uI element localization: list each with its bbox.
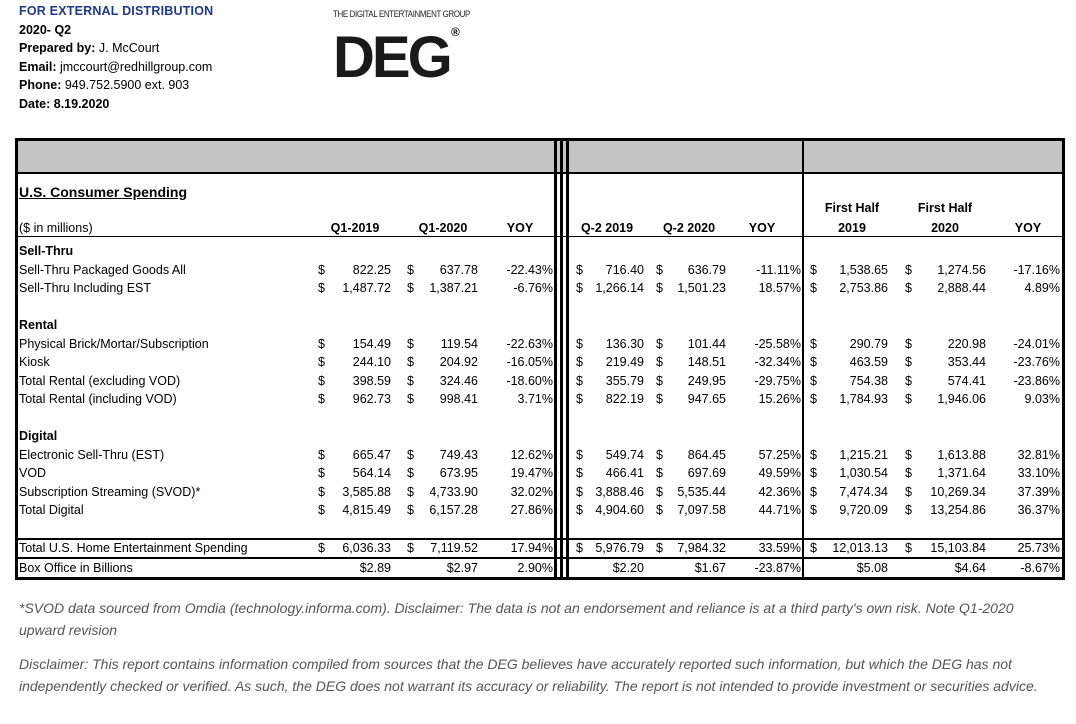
column-header-q1_2020: Q1-2020 <box>418 221 468 235</box>
dollar-sign: $ <box>407 336 414 351</box>
dollar-sign: $ <box>407 373 414 388</box>
date-label: Date: <box>19 96 51 111</box>
table-cell: 15,103.84 <box>930 541 986 555</box>
table-cell: 1,387.21 <box>429 281 478 295</box>
table-cell: 101.44 <box>687 336 726 351</box>
table-cell: 1,501.23 <box>677 281 726 295</box>
dollar-sign: $ <box>810 484 817 499</box>
prepared-value: J. McCourt <box>95 41 160 55</box>
table-cell: 1,487.72 <box>342 281 391 295</box>
table-cell: 754.38 <box>849 373 888 388</box>
row-label: Sell-Thru Packaged Goods All <box>19 262 186 277</box>
table-cell: 4,904.60 <box>595 503 644 517</box>
dollar-sign: $ <box>905 336 912 351</box>
dollar-sign: $ <box>318 281 325 295</box>
table-cell: 19.47% <box>510 466 553 480</box>
dollar-sign: $ <box>905 392 912 406</box>
table-cell: 947.65 <box>687 392 726 406</box>
table-cell: 7,984.32 <box>677 541 726 555</box>
table-cell: 5,535.44 <box>677 484 726 499</box>
dollar-sign: $ <box>576 484 583 499</box>
dollar-sign: $ <box>318 466 325 480</box>
table-cell: 574.41 <box>947 373 986 388</box>
table-cell: 1,613.88 <box>937 447 986 462</box>
column-header-q2_2020: Q-2 2020 <box>662 221 716 235</box>
table-cell: 2,753.86 <box>839 281 888 295</box>
row-label: Electronic Sell-Thru (EST) <box>19 447 165 462</box>
dollar-sign: $ <box>407 262 414 277</box>
dollar-sign: $ <box>318 355 325 369</box>
table-cell: 324.46 <box>439 373 478 388</box>
distribution-label: FOR EXTERNAL DISTRIBUTION <box>19 4 214 18</box>
row-label: Total Digital <box>19 503 84 517</box>
table-cell: 697.69 <box>687 466 726 480</box>
dollar-sign: $ <box>407 466 414 480</box>
column-header-h1_2020: 2020 <box>931 221 959 235</box>
dollar-sign: $ <box>656 262 663 277</box>
dollar-sign: $ <box>318 484 325 499</box>
table-cell: -22.63% <box>506 336 553 351</box>
table-cell: 998.41 <box>439 392 478 406</box>
phone-label: Phone: <box>19 78 62 92</box>
table-cell: 4.89% <box>1024 281 1060 295</box>
dollar-sign: $ <box>656 541 663 555</box>
table-cell: $5.08 <box>856 561 888 575</box>
dollar-sign: $ <box>318 373 325 388</box>
dollar-sign: $ <box>656 503 663 517</box>
dollar-sign: $ <box>905 281 912 295</box>
svod-footnote: *SVOD data sourced from Omdia (technology.informa.com). Disclaimer: The data is not an endorsement and reliance is at a third party's own risk. Note Q1-2020 upward revision <box>19 600 1014 638</box>
table-cell: 665.47 <box>352 447 391 462</box>
table-cell: 244.10 <box>352 355 391 369</box>
units-label: ($ in millions) <box>19 221 93 235</box>
table-cell: 27.86% <box>510 503 553 517</box>
table-cell: 466.41 <box>605 466 644 480</box>
row-label: Total Rental (including VOD) <box>19 392 177 406</box>
row-divider <box>15 577 1065 580</box>
table-cell: 18.57% <box>758 281 801 295</box>
table-cell: 15.26% <box>758 392 801 406</box>
dollar-sign: $ <box>810 336 817 351</box>
column-header-h1_2019: 2019 <box>838 221 866 235</box>
table-cell: 1,215.21 <box>839 447 888 462</box>
dollar-sign: $ <box>576 392 583 406</box>
dollar-sign: $ <box>656 336 663 351</box>
table-cell: 42.36% <box>758 484 801 499</box>
table-cell: 1,266.14 <box>595 281 644 295</box>
table-cell: 637.78 <box>439 262 478 277</box>
table-cell: 119.54 <box>440 336 478 351</box>
table-cell: 549.74 <box>605 447 644 462</box>
dollar-sign: $ <box>407 355 414 369</box>
row-divider <box>15 172 1065 174</box>
dollar-sign: $ <box>810 541 817 555</box>
table-title: U.S. Consumer Spending <box>19 184 188 200</box>
table-cell: $2.20 <box>612 561 644 575</box>
table-cell: 37.39% <box>1017 484 1060 499</box>
disclaimer: Disclaimer: This report contains information compiled from sources that the DEG believes have accurately reported such information, but which the DEG has not independently checked or verified. As such, the DEG does not warrant its accuracy or reliability. The report is not intended to provide investment or securities advice. <box>19 656 1038 694</box>
table-cell: 44.71% <box>758 503 801 517</box>
table-cell: 25.73% <box>1017 541 1060 555</box>
table-cell: -17.16% <box>1013 262 1060 277</box>
dollar-sign: $ <box>656 466 663 480</box>
column-header-yoy2: YOY <box>748 221 776 235</box>
table-cell: 220.98 <box>947 336 986 351</box>
dollar-sign: $ <box>407 503 414 517</box>
logo-registered: ® <box>451 25 460 39</box>
table-cell: -18.60% <box>506 373 553 388</box>
table-cell: $4.64 <box>954 561 986 575</box>
table-cell: 57.25% <box>758 447 801 462</box>
dollar-sign: $ <box>905 447 912 462</box>
phone-value: 949.752.5900 ext. 903 <box>61 78 190 92</box>
dollar-sign: $ <box>576 281 583 295</box>
table-cell: 32.81% <box>1017 447 1060 462</box>
table-cell: 636.79 <box>687 262 726 277</box>
email-label: Email: <box>19 59 57 74</box>
dollar-sign: $ <box>656 373 663 388</box>
table-cell: $2.89 <box>359 561 391 575</box>
dollar-sign: $ <box>576 262 583 277</box>
dollar-sign: $ <box>318 262 325 277</box>
table-cell: 12.62% <box>510 447 553 462</box>
table-cell: 7,474.34 <box>839 484 888 499</box>
table-cell: 749.43 <box>439 447 478 462</box>
row-label: VOD <box>19 466 47 480</box>
table-cell: 49.59% <box>758 466 801 480</box>
column-divider <box>15 138 18 580</box>
dollar-sign: $ <box>810 466 817 480</box>
dollar-sign: $ <box>810 262 817 277</box>
table-cell: 4,733.90 <box>429 484 478 499</box>
table-cell: 33.10% <box>1017 466 1060 480</box>
table-cell: -23.76% <box>1013 355 1060 369</box>
table-cell: -29.75% <box>754 373 801 388</box>
logo-tagline: THE DIGITAL ENTERTAINMENT GROUP <box>333 9 470 19</box>
dollar-sign: $ <box>656 392 663 406</box>
row-label: Total U.S. Home Entertainment Spending <box>19 541 248 555</box>
table-cell: 822.25 <box>352 262 391 277</box>
table-cell: -23.87% <box>754 561 801 575</box>
table-cell: 290.79 <box>849 336 888 351</box>
column-header-yoy3: YOY <box>1014 221 1042 235</box>
table-cell: 822.19 <box>605 392 644 406</box>
dollar-sign: $ <box>810 447 817 462</box>
table-top-bar <box>15 138 1065 172</box>
table-cell: 219.49 <box>605 355 644 369</box>
dollar-sign: $ <box>905 503 912 517</box>
dollar-sign: $ <box>318 447 325 462</box>
table-cell: 4,815.49 <box>342 503 391 517</box>
row-label: Subscription Streaming (SVOD)* <box>19 484 201 499</box>
table-cell: 148.51 <box>687 355 726 369</box>
table-cell: 1,030.54 <box>839 466 888 480</box>
dollar-sign: $ <box>810 503 817 517</box>
table-cell: -23.86% <box>1013 373 1060 388</box>
table-cell: 7,119.52 <box>430 541 478 555</box>
table-cell: 962.73 <box>352 392 391 406</box>
table-cell: 6,157.28 <box>429 503 478 517</box>
table-cell: 5,976.79 <box>595 541 644 555</box>
table-cell: 10,269.34 <box>930 484 986 499</box>
dollar-sign: $ <box>576 355 583 369</box>
table-cell: 716.40 <box>605 262 644 277</box>
dollar-sign: $ <box>905 466 912 480</box>
logo-mark: DEG <box>333 25 450 90</box>
table-cell: $2.97 <box>446 561 478 575</box>
row-label: Physical Brick/Mortar/Subscription <box>19 336 209 351</box>
table-cell: -11.11% <box>756 262 801 277</box>
table-cell: 3.71% <box>517 392 553 406</box>
table-cell: 398.59 <box>352 373 391 388</box>
dollar-sign: $ <box>407 484 414 499</box>
table-cell: 1,274.56 <box>937 262 986 277</box>
table-cell: 864.45 <box>687 447 726 462</box>
dollar-sign: $ <box>407 281 414 295</box>
column-header-q2_2019: Q-2 2019 <box>580 221 634 235</box>
table-cell: -24.01% <box>1013 336 1060 351</box>
dollar-sign: $ <box>576 373 583 388</box>
table-cell: 204.92 <box>439 355 478 369</box>
table-cell: 7,097.58 <box>677 503 726 517</box>
column-header-h1-top: First Half <box>824 201 880 215</box>
table-cell: 136.30 <box>605 336 644 351</box>
table-cell: 1,946.06 <box>937 392 986 406</box>
table-cell: 353.44 <box>947 355 986 369</box>
column-header-q1_2019: Q1-2019 <box>330 221 380 235</box>
table-cell: -22.43% <box>506 262 553 277</box>
dollar-sign: $ <box>407 392 414 406</box>
row-label: Total Rental (excluding VOD) <box>19 373 181 388</box>
dollar-sign: $ <box>576 447 583 462</box>
table-cell: 9.03% <box>1024 392 1060 406</box>
dollar-sign: $ <box>656 484 663 499</box>
section-heading: Digital <box>19 429 58 443</box>
row-label: Box Office in Billions <box>19 561 133 575</box>
table-cell: 33.59% <box>758 541 801 555</box>
table-cell: 463.59 <box>849 355 888 369</box>
table-cell: 36.37% <box>1017 503 1060 517</box>
dollar-sign: $ <box>576 503 583 517</box>
prepared-label: Prepared by: <box>19 41 96 55</box>
dollar-sign: $ <box>407 541 414 555</box>
section-heading: Sell-Thru <box>19 244 74 258</box>
column-header-yoy1: YOY <box>506 221 534 235</box>
table-cell: 673.95 <box>439 466 478 480</box>
dollar-sign: $ <box>810 355 817 369</box>
table-cell: 32.02% <box>510 484 553 499</box>
dollar-sign: $ <box>810 373 817 388</box>
deg-logo <box>333 9 473 99</box>
email-value: jmccourt@redhillgroup.com <box>56 59 213 74</box>
dollar-sign: $ <box>318 392 325 406</box>
table-cell: 1,538.65 <box>839 262 888 277</box>
report-header <box>19 2 213 113</box>
table-cell: -6.76% <box>513 281 553 295</box>
table-cell: -8.67% <box>1020 561 1060 575</box>
table-cell: -32.34% <box>754 355 801 369</box>
table-cell: 355.79 <box>605 373 644 388</box>
column-divider <box>1062 138 1065 580</box>
table-cell: 3,585.88 <box>342 484 391 499</box>
dollar-sign: $ <box>905 262 912 277</box>
table-cell: 564.14 <box>352 466 391 480</box>
dollar-sign: $ <box>905 373 912 388</box>
dollar-sign: $ <box>810 392 817 406</box>
table-cell: 2.90% <box>517 561 553 575</box>
row-label: Sell-Thru Including EST <box>19 281 152 295</box>
dollar-sign: $ <box>905 355 912 369</box>
table-cell: 1,371.64 <box>937 466 986 480</box>
table-cell: 2,888.44 <box>937 281 986 295</box>
date-value: 8.19.2020 <box>50 96 110 111</box>
dollar-sign: $ <box>656 355 663 369</box>
dollar-sign: $ <box>318 336 325 351</box>
table-cell: 249.95 <box>687 373 726 388</box>
consumer-spending-table <box>15 138 1065 580</box>
dollar-sign: $ <box>576 541 583 555</box>
report-period: 2020- Q2 <box>19 22 72 37</box>
table-cell: 17.94% <box>510 541 553 555</box>
dollar-sign: $ <box>656 447 663 462</box>
dollar-sign: $ <box>905 541 912 555</box>
column-header-h2-top: First Half <box>917 201 973 215</box>
section-heading: Rental <box>19 318 58 332</box>
dollar-sign: $ <box>576 466 583 480</box>
dollar-sign: $ <box>318 503 325 517</box>
row-label: Kiosk <box>19 355 50 369</box>
table-cell: $1.67 <box>694 561 726 575</box>
dollar-sign: $ <box>407 447 414 462</box>
dollar-sign: $ <box>576 336 583 351</box>
table-cell: 9,720.09 <box>839 503 888 517</box>
table-cell: -25.58% <box>754 336 801 351</box>
dollar-sign: $ <box>810 281 817 295</box>
dollar-sign: $ <box>656 281 663 295</box>
dollar-sign: $ <box>318 541 325 555</box>
table-cell: 6,036.33 <box>342 541 391 555</box>
table-cell: -16.05% <box>506 355 553 369</box>
dollar-sign: $ <box>905 484 912 499</box>
table-cell: 12,013.13 <box>832 541 888 555</box>
table-cell: 1,784.93 <box>839 392 888 406</box>
table-cell: 154.49 <box>352 336 391 351</box>
table-cell: 3,888.46 <box>595 484 644 499</box>
table-cell: 13,254.86 <box>930 503 986 517</box>
